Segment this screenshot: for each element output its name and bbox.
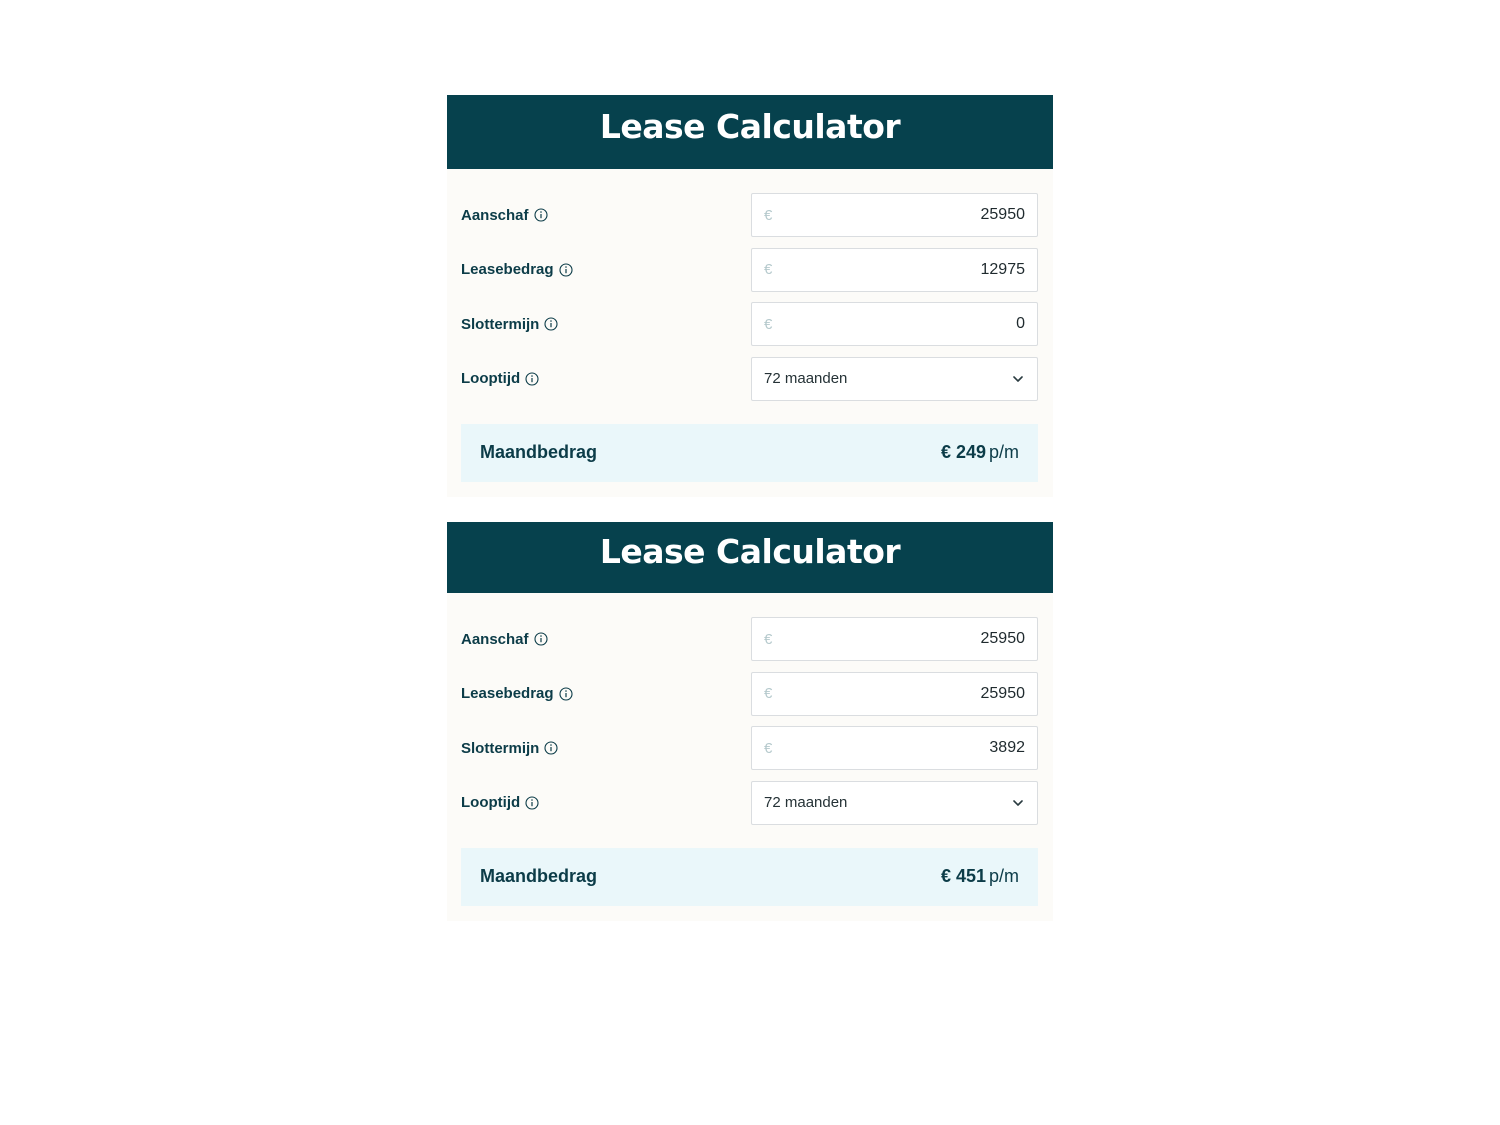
- monthly-amount: € 451: [940, 866, 986, 886]
- looptijd-label: [461, 370, 539, 387]
- lease-calculator-2: [447, 522, 1053, 921]
- looptijd-label-text: Looptijd: [461, 370, 521, 387]
- slottermijn-field: [751, 302, 1038, 346]
- calculator-body: [447, 593, 1053, 921]
- leasebedrag-label: [461, 261, 573, 278]
- aanschaf-input[interactable]: [784, 630, 1025, 648]
- slottermijn-field: [751, 726, 1038, 770]
- calculator-header: [447, 522, 1053, 593]
- info-icon[interactable]: [525, 372, 539, 386]
- monthly-amount-box: [461, 848, 1038, 906]
- info-icon[interactable]: [525, 796, 539, 810]
- slottermijn-input[interactable]: [784, 739, 1025, 757]
- leasebedrag-row: [461, 247, 1038, 293]
- info-icon[interactable]: [534, 208, 548, 222]
- aanschaf-field: [751, 617, 1038, 661]
- slottermijn-label-text: Slottermijn: [461, 739, 540, 757]
- leasebedrag-row: [461, 671, 1038, 717]
- slottermijn-row: [461, 301, 1038, 347]
- chevron-down-icon: [1011, 796, 1025, 810]
- slottermijn-label-text: Slottermijn: [461, 315, 540, 333]
- aanschaf-row: [461, 192, 1038, 238]
- leasebedrag-label-text: Leasebedrag: [461, 685, 554, 702]
- monthly-amount-box: [461, 424, 1038, 482]
- looptijd-row: [461, 780, 1038, 826]
- monthly-amount-label: Maandbedrag: [480, 442, 598, 462]
- leasebedrag-input[interactable]: [784, 685, 1025, 703]
- monthly-amount-label: Maandbedrag: [480, 866, 598, 886]
- leasebedrag-input[interactable]: [784, 261, 1025, 279]
- aanschaf-row: [461, 616, 1038, 662]
- info-icon[interactable]: [544, 317, 558, 331]
- looptijd-label: [461, 794, 539, 811]
- looptijd-select[interactable]: [751, 781, 1038, 825]
- leasebedrag-field: [751, 248, 1038, 292]
- aanschaf-label-text: Aanschaf: [461, 630, 529, 648]
- aanschaf-label-text: Aanschaf: [461, 206, 529, 224]
- euro-prefix: €: [764, 315, 773, 333]
- monthly-amount: € 249: [940, 442, 986, 462]
- info-icon[interactable]: [559, 687, 573, 701]
- euro-prefix: €: [764, 685, 773, 702]
- slottermijn-row: [461, 725, 1038, 771]
- euro-prefix: €: [764, 206, 773, 224]
- looptijd-selected-value: 72 maanden: [764, 794, 848, 811]
- looptijd-row: [461, 356, 1038, 402]
- slottermijn-label: [461, 740, 558, 757]
- leasebedrag-field: [751, 672, 1038, 716]
- aanschaf-field: [751, 193, 1038, 237]
- info-icon[interactable]: [544, 741, 558, 755]
- aanschaf-input[interactable]: [784, 206, 1025, 224]
- calculator-title: Lease Calculator: [599, 106, 901, 146]
- monthly-amount-unit: p/m: [988, 866, 1019, 886]
- aanschaf-label: [461, 631, 548, 648]
- lease-calculator-1: [447, 95, 1053, 497]
- monthly-amount-unit: p/m: [988, 442, 1019, 462]
- looptijd-label-text: Looptijd: [461, 794, 521, 811]
- calculator-header: [447, 95, 1053, 169]
- leasebedrag-label-text: Leasebedrag: [461, 261, 554, 278]
- monthly-amount-value: [941, 866, 1019, 887]
- euro-prefix: €: [764, 739, 773, 757]
- euro-prefix: €: [764, 630, 773, 648]
- aanschaf-label: [461, 207, 548, 224]
- calculator-title: Lease Calculator: [599, 532, 901, 571]
- looptijd-select[interactable]: [751, 357, 1038, 401]
- euro-prefix: €: [764, 261, 773, 278]
- slottermijn-input[interactable]: [784, 315, 1025, 333]
- calculator-body: [447, 169, 1053, 497]
- chevron-down-icon: [1011, 372, 1025, 386]
- info-icon[interactable]: [534, 632, 548, 646]
- looptijd-selected-value: 72 maanden: [764, 370, 848, 387]
- slottermijn-label: [461, 316, 558, 333]
- leasebedrag-label: [461, 685, 573, 702]
- monthly-amount-value: [941, 442, 1019, 463]
- info-icon[interactable]: [559, 263, 573, 277]
